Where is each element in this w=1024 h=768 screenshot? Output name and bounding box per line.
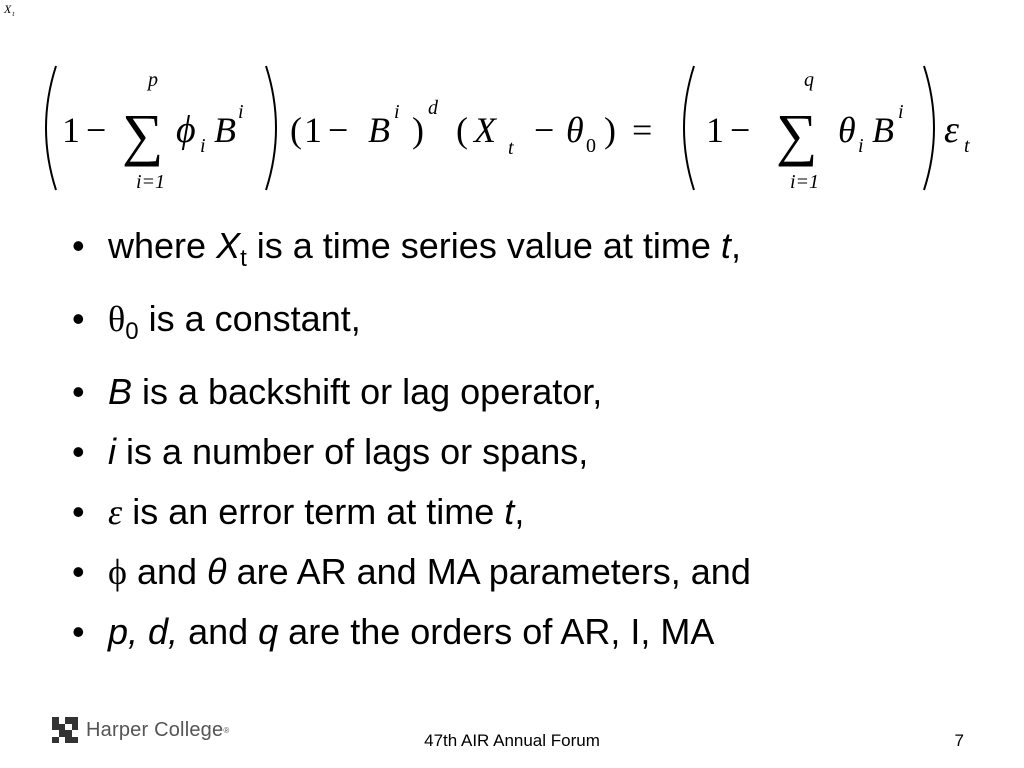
bullet-xt [70,216,751,289]
eq-minus-3: − [534,110,555,150]
eq-sum-upper-p: p [148,69,158,91]
bullet-orders [70,602,751,662]
eq-sum-1: ∑ [122,102,164,167]
big-paren-left-1 [46,66,56,190]
bullet-variable: t [720,225,731,266]
bullet-theta0 [70,289,751,362]
eq-phi: ϕ [176,109,196,151]
bullet-text: is a constant, [138,298,361,339]
bullet-text: is a time series value at time [246,225,721,266]
eq-sup-d: d [428,97,438,119]
bullet-symbol: ϕ [108,552,127,592]
eq-open-paren-2: ( [456,110,468,150]
eq-x-sub-t: t [508,137,514,159]
eq-one-2: 1 [304,110,322,150]
eq-b-3: B [872,110,894,150]
bullet-text: and [178,611,259,652]
eq-epsilon: ε [944,109,959,151]
bullet-text: , [730,225,741,266]
eq-sum-lower-2: i=1 [790,171,820,193]
eq-minus-1: − [86,110,107,150]
eq-theta-i: θ [838,110,856,150]
bullet-text: , [514,491,525,532]
eq-equals: = [632,110,653,150]
eq-theta-0: θ [566,110,584,150]
logo-registered-mark: ® [223,725,230,735]
eq-x: X [474,110,496,150]
eq-minus-4: − [730,110,751,150]
eq-one-1: 1 [62,110,80,150]
bullet-text: is a backshift or lag operator, [132,371,603,412]
bullet-phi-theta [70,542,751,602]
bullet-symbol: X [216,225,241,266]
bullet-text: is an error term at time [122,491,505,532]
corner-symbol-subscript: t [12,10,15,19]
eq-epsilon-sub-t: t [964,135,970,157]
bullet-symbol: ε [108,492,123,532]
eq-sum-2: ∑ [776,102,818,167]
bullet-text: are the orders of AR, I, MA [278,611,715,652]
corner-math-symbol [4,2,14,18]
eq-minus-2: − [328,110,349,150]
bullet-text: is a number of lags or spans, [116,431,589,472]
big-paren-right-2 [924,66,934,190]
bullet-text: and [126,551,208,592]
eq-b-1: B [214,110,236,150]
definition-list [70,216,751,662]
arima-equation [30,58,990,198]
eq-b-2: B [368,110,390,150]
bullet-symbol: B [108,371,133,412]
bullet-text: where [108,225,217,266]
eq-b-sup-i-3: i [898,101,904,123]
eq-theta-sub-i: i [858,135,864,157]
eq-open-paren-1: ( [290,110,302,150]
eq-close-paren-2: ) [604,110,616,150]
bullet-subscript: t [240,245,247,272]
slide-page-number: 7 [954,731,964,750]
big-paren-right-1 [266,66,276,190]
eq-sum-upper-q: q [804,69,814,91]
bullet-variable: q [258,611,279,652]
bullet-symbol: θ [108,299,126,339]
big-paren-left-2 [684,66,694,190]
bullet-variable: θ [207,551,227,592]
bullet-subscript: 0 [125,318,139,345]
bullet-variable: t [504,491,515,532]
footer-event-name: 47th AIR Annual Forum [424,731,600,750]
eq-sum-lower-1: i=1 [136,171,166,193]
eq-one-3: 1 [706,110,724,150]
corner-symbol-x: X [4,2,12,16]
logo-text: Harper College [86,718,224,741]
bullet-symbol: i [108,431,116,472]
eq-b-sup-i-2: i [394,101,400,123]
eq-close-paren-1: ) [412,110,424,150]
bullet-text: are AR and MA parameters, and [226,551,751,592]
eq-theta-sub-0: 0 [586,135,596,157]
bullet-variables: p, d, [108,611,179,652]
bullet-epsilon [70,482,751,542]
bullet-b [70,362,751,422]
bullet-i [70,422,751,482]
eq-phi-sub-i: i [200,135,206,157]
eq-b-sup-i-1: i [238,101,244,123]
